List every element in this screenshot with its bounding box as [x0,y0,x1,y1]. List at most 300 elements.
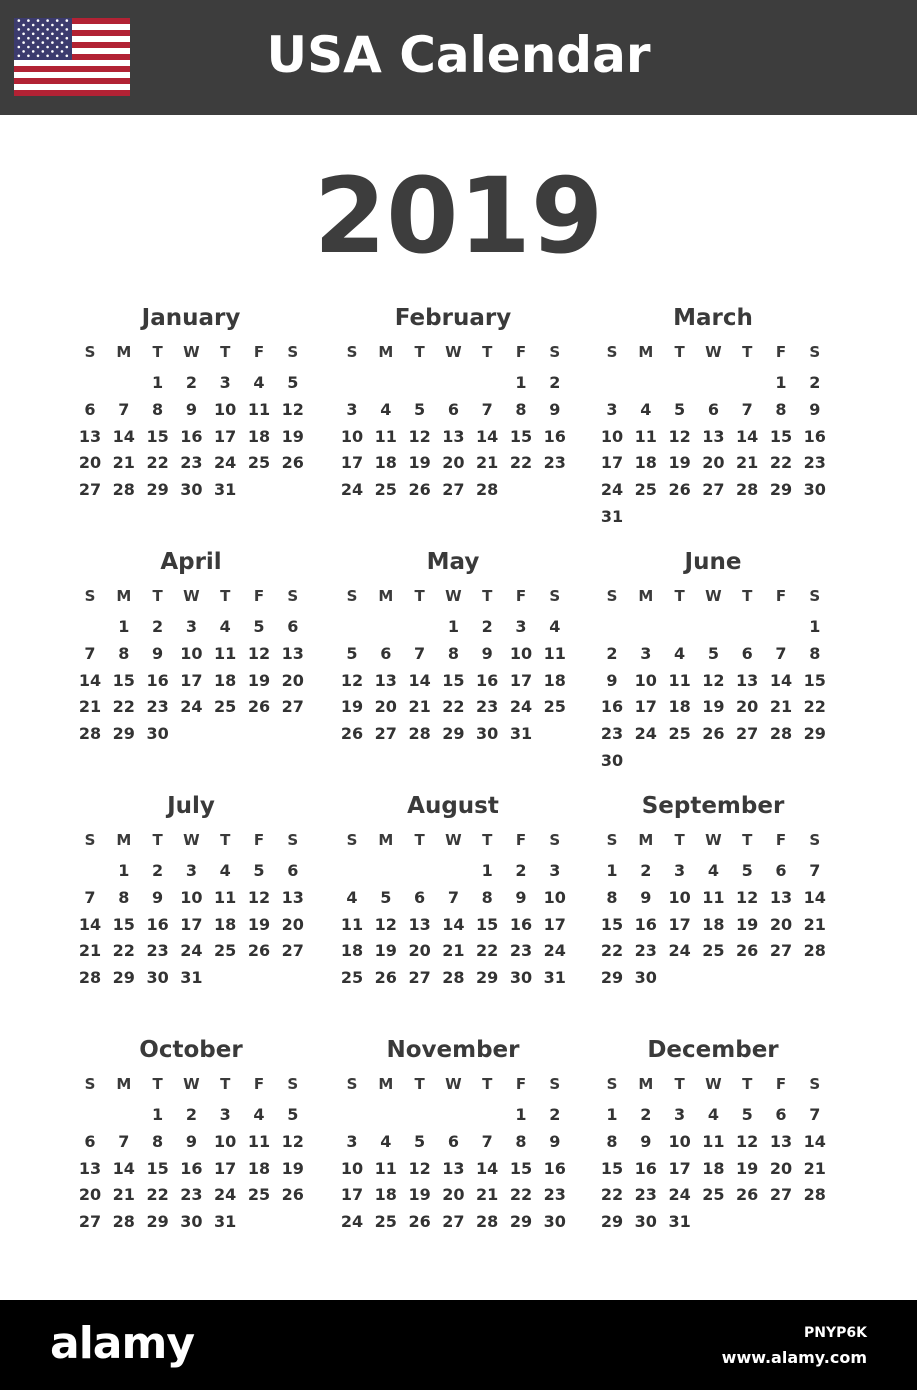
day-cell: 12 [702,670,725,690]
day-cell: 7 [84,643,96,663]
day-cell: 21 [442,941,465,961]
weekday-header: T [414,831,425,849]
day-cell: 7 [809,1105,821,1124]
month-name: July [167,793,215,819]
day-cell: 15 [442,670,465,690]
day-cell: 30 [180,1212,203,1232]
day-cell: 27 [442,480,465,500]
day-cell: 5 [741,861,753,880]
day-cell: 12 [340,670,364,690]
day-cell: 23 [600,724,624,744]
weekday-header: S [606,587,618,605]
day-cell: 23 [146,941,169,961]
day-cell: 29 [600,968,624,988]
weekday-header: S [549,831,561,849]
weekday-header: T [742,1075,753,1093]
day-cell: 20 [736,697,759,717]
day-cell: 22 [600,1185,624,1205]
month-april [73,548,309,784]
day-cell: 17 [509,670,533,690]
day-cell: 1 [152,373,164,392]
day-cell: 24 [600,480,624,500]
day-cell: 13 [736,670,759,690]
day-cell: 24 [214,453,237,473]
day-cell: 11 [247,1131,271,1151]
weekday-header: M [378,1075,394,1093]
day-cell: 3 [674,861,686,880]
day-cell: 1 [447,617,459,636]
day-cell: 16 [634,1158,657,1178]
day-cell: 17 [180,914,203,934]
day-cell: 17 [214,1158,237,1178]
day-cell: 27 [78,480,102,500]
day-cell: 4 [380,399,392,419]
day-cell: 14 [476,426,499,446]
day-cell: 14 [769,670,793,690]
day-cell: 4 [549,617,561,636]
day-cell: 6 [447,399,459,419]
day-cell: 19 [408,1185,431,1205]
day-cell: 10 [668,887,691,907]
day-cell: 30 [180,480,203,500]
day-cell: 31 [600,507,624,526]
weekday-header: W [445,587,462,605]
day-cell: 9 [549,399,561,419]
day-cell: 28 [442,968,465,988]
day-cell: 26 [668,480,691,500]
day-cell: 2 [515,861,527,880]
day-cell: 20 [769,1158,793,1178]
day-cell: 22 [509,1185,533,1205]
weekday-header: T [482,831,493,849]
day-cell: 14 [112,426,135,446]
weekday-header: T [220,1075,231,1093]
day-cell: 11 [214,887,237,907]
day-cell: 29 [112,724,135,744]
day-cell: 1 [606,1105,618,1124]
weekday-header: M [638,1075,654,1093]
day-cell: 14 [803,887,826,907]
day-cell: 23 [543,453,566,473]
day-cell: 6 [287,617,299,636]
day-cell: 23 [180,1185,203,1205]
day-cell: 8 [809,643,821,663]
weekday-header: S [287,1075,299,1093]
day-cell: 21 [803,1158,826,1178]
day-cell: 23 [476,697,499,717]
day-cell: 22 [146,453,169,473]
day-cell: 30 [803,480,826,500]
weekday-header: S [549,343,561,361]
weekday-header: M [638,343,654,361]
day-cell: 10 [340,1158,364,1178]
day-cell: 5 [380,887,392,907]
weekday-header: T [742,343,753,361]
day-cell: 28 [736,480,759,500]
site-url: www.alamy.com [721,1348,867,1367]
day-cell: 22 [146,1185,169,1205]
day-cell: 21 [112,453,135,473]
day-cell: 19 [247,670,271,690]
day-cell: 24 [668,941,691,961]
day-cell: 4 [380,1131,392,1151]
brand-logo: alamy [50,1318,194,1369]
weekday-header: T [152,343,163,361]
day-cell: 3 [346,399,358,419]
day-cell: 25 [214,941,237,961]
day-cell: 8 [606,1131,618,1151]
day-cell: 24 [214,1185,237,1205]
day-cell: 13 [78,1158,102,1178]
day-cell: 15 [803,670,826,690]
day-cell: 18 [374,453,397,473]
day-cell: 19 [281,1158,304,1178]
day-cell: 29 [803,724,826,744]
day-cell: 3 [185,617,197,636]
day-cell: 7 [414,643,426,663]
weekday-header: S [84,831,96,849]
day-cell: 12 [281,399,304,419]
month-name: March [673,305,753,331]
day-cell: 20 [281,670,304,690]
footer-bar [0,1300,917,1390]
day-cell: 8 [515,1131,527,1151]
day-cell: 18 [214,670,237,690]
day-cell: 28 [78,724,102,744]
day-cell: 2 [809,373,821,392]
day-cell: 12 [408,426,431,446]
day-cell: 25 [374,480,397,500]
day-cell: 8 [515,399,527,419]
day-cell: 19 [702,697,725,717]
day-cell: 8 [152,1131,164,1151]
day-cell: 30 [600,751,624,770]
day-cell: 19 [408,453,431,473]
day-cell: 26 [736,941,759,961]
weekday-header: S [346,343,358,361]
weekday-header: S [287,831,299,849]
weekday-header: F [253,343,265,361]
day-cell: 14 [78,670,102,690]
day-cell: 6 [287,861,299,880]
day-cell: 4 [640,399,652,419]
weekday-header: S [606,343,618,361]
weekday-header: F [775,587,787,605]
weekday-header: W [183,343,200,361]
day-cell: 31 [180,968,203,988]
weekday-header: W [445,831,462,849]
day-cell: 15 [112,914,135,934]
day-cell: 13 [442,426,465,446]
month-name: June [684,549,742,575]
day-cell: 16 [146,914,169,934]
day-cell: 20 [702,453,725,473]
weekday-header: T [674,1075,685,1093]
day-cell: 15 [112,670,135,690]
weekday-header: S [809,587,821,605]
day-cell: 9 [185,1131,197,1151]
day-cell: 20 [78,453,102,473]
day-cell: 11 [247,399,271,419]
weekday-header: F [775,343,787,361]
day-cell: 21 [78,941,102,961]
day-cell: 28 [78,968,102,988]
day-cell: 7 [447,887,459,907]
day-cell: 12 [281,1131,304,1151]
day-cell: 25 [702,941,725,961]
day-cell: 8 [447,643,459,663]
day-cell: 15 [600,1158,624,1178]
day-cell: 29 [769,480,793,500]
day-cell: 3 [606,399,618,419]
day-cell: 9 [606,670,618,690]
weekday-header: S [84,343,96,361]
day-cell: 16 [600,697,624,717]
weekday-header: T [674,831,685,849]
weekday-header: M [638,831,654,849]
weekday-header: W [705,587,722,605]
day-cell: 18 [247,1158,271,1178]
day-cell: 21 [769,697,793,717]
day-cell: 2 [549,373,561,392]
day-cell: 22 [600,941,624,961]
weekday-header: S [809,343,821,361]
weekday-header: T [152,1075,163,1093]
day-cell: 13 [374,670,397,690]
day-cell: 16 [509,914,533,934]
day-cell: 18 [634,453,657,473]
day-cell: 10 [600,426,624,446]
year-title: 2019 [313,155,604,277]
day-cell: 18 [702,914,725,934]
weekday-header: S [549,1075,561,1093]
day-cell: 3 [185,861,197,880]
day-cell: 19 [668,453,691,473]
weekday-header: T [482,343,493,361]
day-cell: 1 [809,617,821,636]
day-cell: 2 [640,861,652,880]
month-march [595,304,831,540]
day-cell: 27 [374,724,397,744]
day-cell: 16 [146,670,169,690]
weekday-header: M [116,831,132,849]
day-cell: 26 [374,968,397,988]
weekday-header: S [84,587,96,605]
month-february [335,304,571,540]
weekday-header: S [346,831,358,849]
day-cell: 2 [640,1105,652,1124]
weekday-header: T [220,831,231,849]
day-cell: 2 [481,617,493,636]
day-cell: 29 [509,1212,533,1232]
weekday-header: T [220,587,231,605]
day-cell: 18 [702,1158,725,1178]
day-cell: 17 [668,914,691,934]
day-cell: 19 [736,1158,759,1178]
day-cell: 1 [481,861,493,880]
weekday-header: F [775,1075,787,1093]
day-cell: 9 [152,887,164,907]
day-cell: 1 [515,373,527,392]
day-cell: 27 [78,1212,102,1232]
day-cell: 3 [219,373,231,392]
day-cell: 6 [84,399,96,419]
day-cell: 9 [640,887,652,907]
month-name: September [641,793,785,819]
month-november [335,1036,571,1272]
day-cell: 21 [736,453,759,473]
day-cell: 15 [146,1158,169,1178]
day-cell: 23 [634,1185,657,1205]
day-cell: 30 [146,968,169,988]
day-cell: 14 [476,1158,499,1178]
day-cell: 1 [515,1105,527,1124]
day-cell: 10 [214,399,237,419]
day-cell: 14 [803,1131,826,1151]
day-cell: 19 [281,426,304,446]
day-cell: 10 [634,670,657,690]
day-cell: 5 [414,399,426,419]
day-cell: 9 [481,643,493,663]
day-cell: 7 [775,643,787,663]
weekday-header: T [742,831,753,849]
day-cell: 2 [152,617,164,636]
day-cell: 23 [146,697,169,717]
day-cell: 4 [253,373,265,392]
day-cell: 16 [634,914,657,934]
weekday-header: S [287,343,299,361]
weekday-header: M [116,1075,132,1093]
day-cell: 24 [668,1185,691,1205]
day-cell: 28 [803,1185,826,1205]
day-cell: 24 [340,1212,364,1232]
day-cell: 28 [769,724,793,744]
day-cell: 16 [180,426,203,446]
day-cell: 4 [707,1105,719,1124]
day-cell: 5 [287,373,299,392]
day-cell: 13 [281,643,304,663]
day-cell: 29 [146,480,169,500]
day-cell: 30 [509,968,533,988]
weekday-header: W [183,831,200,849]
day-cell: 26 [247,697,271,717]
weekday-header: S [84,1075,96,1093]
day-cell: 22 [442,697,465,717]
day-cell: 3 [515,617,527,636]
month-name: January [141,305,241,331]
day-cell: 10 [509,643,533,663]
weekday-header: S [287,587,299,605]
day-cell: 9 [185,399,197,419]
day-cell: 28 [476,480,499,500]
day-cell: 10 [340,426,364,446]
day-cell: 23 [509,941,533,961]
day-cell: 16 [476,670,499,690]
day-cell: 17 [668,1158,691,1178]
weekday-header: S [809,1075,821,1093]
day-cell: 25 [634,480,657,500]
day-cell: 25 [247,453,271,473]
day-cell: 18 [374,1185,397,1205]
day-cell: 17 [340,1185,364,1205]
weekday-header: S [809,831,821,849]
day-cell: 26 [340,724,364,744]
day-cell: 5 [346,643,358,663]
day-cell: 17 [180,670,203,690]
day-cell: 10 [543,887,566,907]
day-cell: 28 [803,941,826,961]
month-name: November [386,1037,520,1063]
day-cell: 29 [112,968,135,988]
day-cell: 26 [247,941,271,961]
day-cell: 6 [414,887,426,907]
day-cell: 4 [674,643,686,663]
day-cell: 3 [549,861,561,880]
day-cell: 21 [803,914,826,934]
day-cell: 22 [769,453,793,473]
day-cell: 17 [634,697,657,717]
day-cell: 6 [741,643,753,663]
day-cell: 15 [509,1158,533,1178]
day-cell: 8 [118,887,130,907]
day-cell: 13 [281,887,304,907]
day-cell: 17 [214,426,237,446]
day-cell: 7 [481,1131,493,1151]
day-cell: 21 [78,697,102,717]
day-cell: 5 [287,1105,299,1124]
month-july [73,792,309,1028]
day-cell: 20 [442,1185,465,1205]
day-cell: 7 [84,887,96,907]
day-cell: 13 [408,914,431,934]
weekday-header: W [445,1075,462,1093]
weekday-header: M [378,831,394,849]
month-name: October [139,1037,243,1063]
day-cell: 21 [112,1185,135,1205]
day-cell: 10 [180,643,203,663]
day-cell: 26 [702,724,725,744]
day-cell: 6 [775,861,787,880]
day-cell: 28 [476,1212,499,1232]
day-cell: 11 [634,426,657,446]
day-cell: 19 [736,914,759,934]
day-cell: 4 [346,887,358,907]
day-cell: 9 [152,643,164,663]
day-cell: 12 [247,643,271,663]
day-cell: 14 [112,1158,135,1178]
day-cell: 9 [549,1131,561,1151]
month-may [335,548,571,784]
day-cell: 27 [769,941,793,961]
day-cell: 7 [118,1131,130,1151]
day-cell: 18 [247,426,271,446]
day-cell: 10 [668,1131,691,1151]
weekday-header: F [253,587,265,605]
day-cell: 4 [707,861,719,880]
weekday-header: T [220,343,231,361]
weekday-header: M [378,343,394,361]
month-name: August [407,793,499,819]
day-cell: 7 [481,399,493,419]
weekday-header: S [606,831,618,849]
day-cell: 2 [152,861,164,880]
day-cell: 30 [476,724,499,744]
day-cell: 3 [219,1105,231,1124]
day-cell: 19 [374,941,397,961]
day-cell: 30 [543,1212,566,1232]
day-cell: 19 [340,697,364,717]
day-cell: 13 [769,887,793,907]
